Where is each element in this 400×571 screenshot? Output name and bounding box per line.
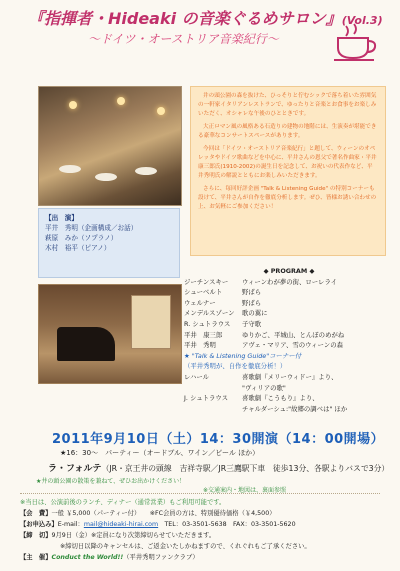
party-time: ★16：30～ パーティー（オードブル、ワイン／ビール ほか）	[60, 449, 260, 457]
venue-access: （JR・京王井の頭線 吉祥寺駅／JR三鷹駅下車 徒歩13分、各駅よりバスで3分）	[101, 464, 390, 473]
program-item: メンデルスゾーン 歌の翼に	[184, 309, 268, 318]
fee-row: 【会 費】一般 ￥5,000（パーティー付） ※FC会員の方は、特別優待価格（￥4,500）	[20, 510, 276, 517]
program-item: レハール 喜歌劇『メリーウィドー』より、	[184, 372, 338, 381]
program-item: 平井 康三郎 ゆりかご、平城山、とんぼのめがね	[184, 330, 345, 339]
contact-row: 【お申込み】E-mail：mail@hideaki-hirai.com TEL：03-3501-5638 FAX：03-3501-5620	[20, 521, 296, 528]
event-date: 2011年9月10日（土）14：30開演（14：00開場）	[52, 432, 385, 447]
intro-paragraph-2: 大正ロマン風の風格ある石造りの建物の地階には、生演奏が堪能できる豪華なコンサートスペースがあります。	[198, 124, 377, 139]
divider	[20, 493, 380, 494]
program-item: チャルダーシュ:"故郷の調べは" ほか	[242, 404, 348, 413]
restaurant-photo	[38, 86, 182, 206]
cast-heading: 【出 演】	[45, 214, 78, 222]
program-item: J. シュトラウス 喜歌劇『こうもり』より、	[184, 394, 319, 403]
food-note: ※当日は、公演前後のランチ、ディナー（通常営業）もご利用可能です。	[20, 499, 226, 506]
intro-paragraph-4: さらに、毎回好評企画 "Talk & Listening Guide" の特別コーナーも設けて、平井さんが自作を徹底分析します。ぜひ、皆様お誘い合わせの上、お気軽にご参加ください！	[198, 186, 377, 210]
intro-text-box	[190, 86, 386, 256]
program-list	[184, 266, 394, 426]
host-row: 【主 催】Conduct the World!!（平井秀明ファンクラブ）	[20, 554, 199, 561]
email-link[interactable]: mail@hideaki-hirai.com	[83, 521, 159, 528]
talk-guide-subnote: （平井秀明が、自作を徹底分析！）	[184, 362, 287, 371]
event-details	[20, 497, 392, 563]
venue-name: ラ・フォルテ	[48, 464, 102, 474]
program-item: 平井 秀明 アヴェ・マリア、雪のウィーンの森	[184, 341, 343, 350]
coffee-cup-icon	[332, 22, 378, 62]
program-item: ジーチンスキー ウィーンわが夢の街、ローレライ	[184, 277, 338, 286]
intro-paragraph-1: 井の頭公園の森を抜けた、ひっそりと佇むシックで落ち着いた雰囲気の一軒家イタリアンレストランで、ゆったりと音楽とお食事をお楽しみいただく、オシャレな午後のひとときです。	[198, 93, 377, 117]
talk-guide-note: ★ "Talk & Listening Guide"コーナー付	[184, 351, 302, 360]
event-subtitle: ～ドイツ・オーストリア音楽紀行～	[88, 32, 279, 46]
access-note: ★井の頭公園の散策を兼ねて、ぜひお出かけください！ ※交通案内・地図は、裏面参照	[36, 478, 286, 494]
cast-box	[38, 208, 180, 278]
event-title: 『指揮者・Hideaki の音楽ぐるめサロン』(Vol.3)	[28, 9, 383, 28]
cast-member: 平井 秀明（企画構成／お話）	[45, 224, 138, 232]
cast-member: 萩原 みか（ソプラノ）	[45, 234, 118, 242]
intro-paragraph-3: 今回は「ドイツ・オーストリア音楽紀行」と題して、ウィーンのオペレッタやドイツ歌曲などを中心に、平井さんの恩父で著名作曲家・平井康三郎氏(1910-2002)の誕生日を記念して、お祝いの代表作など、平井秀明氏の解説とともにお楽しみいただきます。	[198, 146, 377, 179]
program-item: シューベルト 野ばら	[184, 288, 262, 297]
deadline-row: 【締 切】9月9日（金）※定員になり次第締切らせていただきます。	[20, 532, 216, 539]
piano-hall-photo	[38, 284, 182, 384]
program-item: "ヴィリアの歌"	[242, 383, 286, 392]
cancel-note: ※締切日以降のキャンセルは、ご返金いたしかねますので、くれぐれもご了承ください。	[60, 543, 311, 550]
program-heading: ◆ PROGRAM ◆	[263, 267, 315, 275]
program-item: ウェルナー 野ばら	[184, 298, 262, 307]
cast-member: 木村 裕平（ピアノ）	[45, 244, 111, 252]
program-item: R. シュトラウス 子守歌	[184, 319, 262, 328]
venue-info	[48, 461, 389, 474]
